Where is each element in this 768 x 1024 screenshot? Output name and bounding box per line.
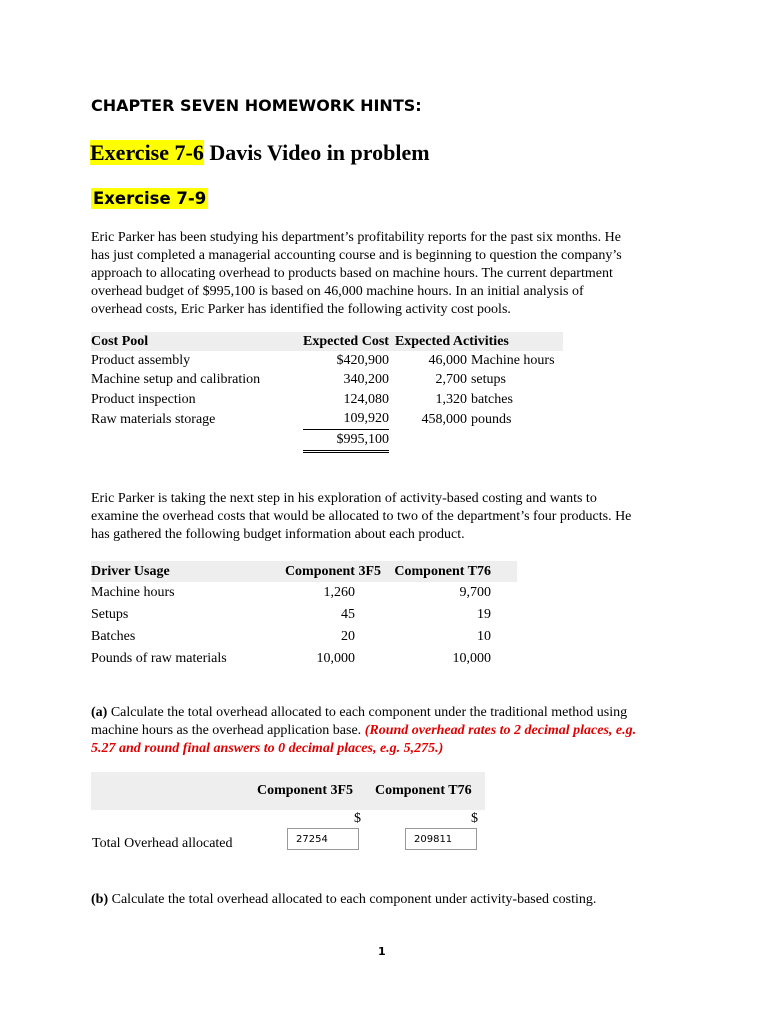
cell-driver: Batches [91,629,136,644]
cell-activity-qty: 2,700 [435,372,467,388]
header-component-t76: Component T76 [381,561,491,582]
part-a-text2: machine hours as the overhead application base. [91,723,365,738]
exercise-7-9-title: Exercise 7-9 [93,189,207,208]
table-row [91,648,517,670]
part-a-label: (a) [91,705,108,720]
cell-activity-unit: batches [470,391,513,407]
exercise-7-6-subtitle: Davis Video in problem [203,140,430,165]
table-row [91,390,563,410]
cell-pool: Product inspection [91,391,196,407]
cell-t76: 9,700 [459,585,491,600]
total-overhead-label: Total Overhead allocated [92,836,233,851]
paragraph-line: overhead costs, Eric Parker has identified the following activity cost pools. [91,302,511,317]
rounding-instruction-cont: 5.27 and round final answers to 0 decimal places, e.g. 5,275.) [91,741,444,756]
cell-driver: Machine hours [91,585,175,600]
header-expected-cost: Expected Cost [303,332,389,351]
paragraph-line: examine the overhead costs that would be allocated to two of the department’s four products. He [91,509,632,524]
cell-pool: Product assembly [91,352,191,368]
header-cost-pool: Cost Pool [91,332,303,351]
paragraph-line: approach to allocating overhead to products based on machine hours. The current department [91,266,613,281]
cell-3f5: 1,260 [323,585,355,600]
part-a-question [91,704,691,758]
paragraph-line: overhead budget of $995,100 is based on 46,000 machine hours. In an initial analysis of [91,284,584,299]
cell-activity-unit: setups [470,372,506,388]
cost-pool-table [91,332,563,453]
paragraph-line: Eric Parker has been studying his department’s profitability reports for the past six months. He [91,230,621,245]
header-component-3f5: Component 3F5 [241,561,381,582]
cell-cost: 124,080 [343,391,389,407]
cell-activity-unit: Machine hours [470,352,555,368]
cell-empty [91,430,303,452]
table-row [91,351,563,371]
cell-pad [491,604,517,626]
cell-activity-qty: 458,000 [421,411,467,427]
page-heading: CHAPTER SEVEN HOMEWORK HINTS: [91,96,422,115]
answer-input-3f5[interactable]: 27254 [287,828,359,850]
part-b-label: (b) [91,892,109,907]
part-a-text: Calculate the total overhead allocated to each component under the traditional method using [107,705,628,720]
currency-symbol: $ [354,811,361,826]
cell-3f5: 10,000 [316,651,355,666]
rounding-instruction: (Round overhead rates to 2 decimal places, e.g. [364,723,637,738]
cell-cost: 109,920 [303,410,389,430]
currency-symbol: $ [471,811,478,826]
intro-paragraph [91,229,681,319]
table-row [91,604,517,626]
cell-t76: 10,000 [452,651,491,666]
question-line [91,704,691,722]
cell-total-cost: $995,100 [303,430,389,452]
exercise-7-6-title [90,140,430,166]
cell-empty [471,430,563,452]
exercise-7-6-label: Exercise 7-6 [90,140,204,165]
cell-pool: Machine setup and calibration [91,372,261,388]
question-line [91,722,691,740]
page-number: 1 [378,945,386,958]
cell-activity-qty: 46,000 [428,352,467,368]
cell-pad [491,648,517,670]
cell-t76: 10 [477,629,491,644]
paragraph-line: has just completed a managerial accounting course and is beginning to question the company’s [91,248,622,263]
paragraph-line: has gathered the following budget information about each product. [91,527,465,542]
cell-cost: $420,900 [336,352,389,368]
answer-header-t76: Component T76 [375,783,472,798]
table-row [91,410,563,430]
cell-pad [491,582,517,604]
cell-pad [491,626,517,648]
driver-usage-table [91,561,517,670]
cell-pool: Raw materials storage [91,411,216,427]
cell-3f5: 45 [341,607,355,622]
part-b-text: Calculate the total overhead allocated to each component under activity-based costing. [108,892,597,907]
cell-t76: 19 [477,607,491,622]
cell-driver: Pounds of raw materials [91,651,227,666]
cell-driver: Setups [91,607,129,622]
table-row [91,371,563,391]
table-header-row [91,561,517,582]
part-b-question [91,891,691,909]
table-row [91,582,517,604]
cell-activity-unit: pounds [470,411,512,427]
cell-3f5: 20 [341,629,355,644]
cell-activity-qty: 1,320 [435,391,467,407]
cell-empty [389,430,471,452]
answer-header-3f5: Component 3F5 [257,783,354,798]
header-expected-activities: Expected Activities [389,332,563,351]
cell-cost: 340,200 [343,372,389,388]
table-header-row [91,332,563,351]
answer-input-t76[interactable]: 209811 [405,828,477,850]
table-total-row [91,430,563,452]
header-pad [491,561,517,582]
second-paragraph [91,490,681,544]
table-row [91,626,517,648]
header-driver-usage: Driver Usage [91,561,241,582]
paragraph-line: Eric Parker is taking the next step in his exploration of activity-based costing and wants to [91,491,597,506]
